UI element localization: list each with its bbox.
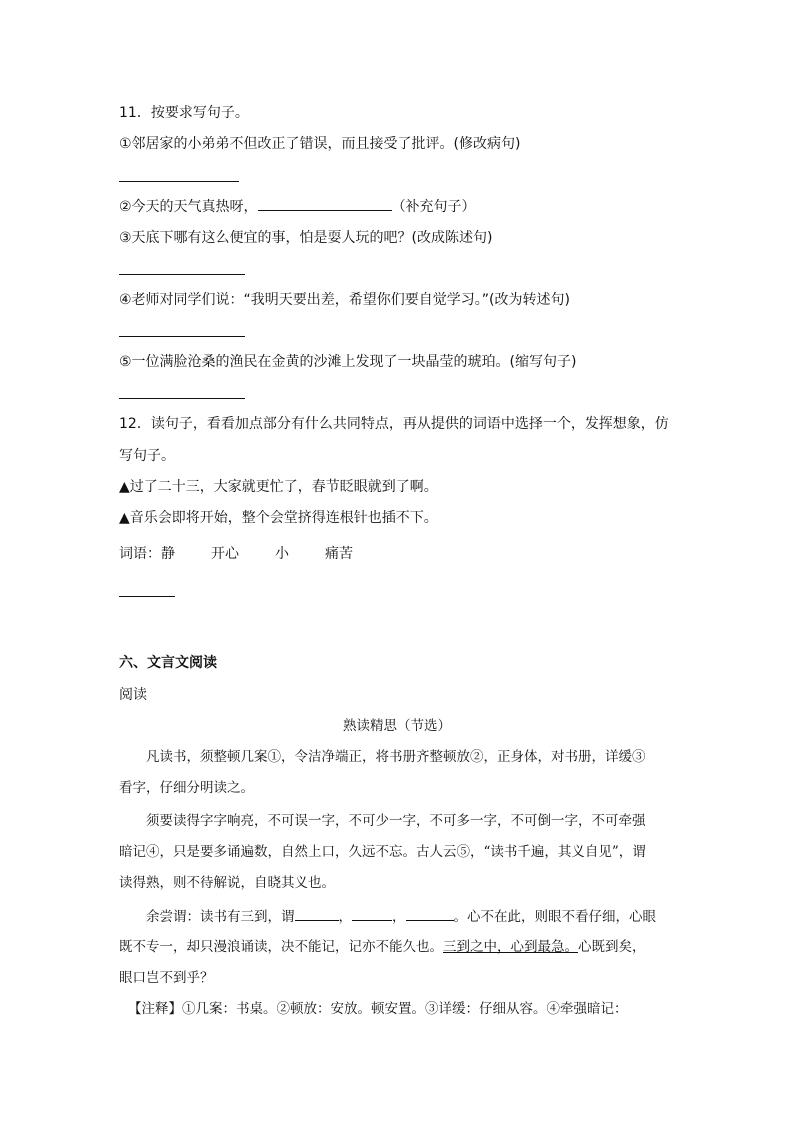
passage-p3-line-1 xyxy=(146,906,656,927)
passage-p1-line-2: 看字，仔细分明读之。 xyxy=(119,780,254,796)
word-option: 痛苦 xyxy=(325,546,353,562)
p3-text-c: 既不专一，却只漫浪诵读，决不能记，记亦不能久也。 xyxy=(119,939,443,955)
annotation-note: 【注释】①几案：书桌。②顿放：安放。顿安置。③详缓：仔细从容。④牵强暗记： xyxy=(128,1001,628,1017)
p3-text-b: 。心不在此，则眼不看仔细，心眼 xyxy=(453,909,656,925)
q12-words xyxy=(119,544,353,564)
passage-p3-line-2 xyxy=(119,937,646,957)
q11-item-1: ①邻居家的小弟弟不但改正了错误，而且接受了批评。(修改病句) xyxy=(119,136,521,152)
underlined-sentence: 三到之中，心到最急。 xyxy=(443,939,578,955)
answer-line-5[interactable] xyxy=(119,398,245,399)
p3-text-a: 余尝谓：读书有三到，谓 xyxy=(146,909,295,925)
section-subheading: 阅读 xyxy=(119,687,147,703)
q12-line-2: 写句子。 xyxy=(119,448,175,464)
answer-blank-2[interactable] xyxy=(352,906,392,921)
answer-line-3[interactable] xyxy=(119,274,245,275)
q12-sentence-2: ▲音乐会即将开始，整个会堂挤得连根针也插不下。 xyxy=(119,510,438,526)
passage-p3-line-3: 眼口岂不到乎？ xyxy=(119,970,214,986)
word-option: 小 xyxy=(275,546,289,562)
q11-item-4: ④老师对同学们说：“我明天要出差，希望你们要自觉学习。”(改为转述句) xyxy=(119,292,570,308)
answer-blank-3[interactable] xyxy=(406,906,454,921)
q11-title: 11．按要求写句子。 xyxy=(119,105,249,121)
p3-sep-1: ， xyxy=(338,909,352,925)
q12-words-label: 词语： xyxy=(119,546,161,562)
answer-line-1[interactable] xyxy=(119,181,239,182)
answer-blank-1[interactable] xyxy=(295,906,339,921)
word-option: 开心 xyxy=(211,546,239,562)
q12-line-1: 12．读句子，看看加点部分有什么共同特点，再从提供的词语中选择一个，发挥想象，仿 xyxy=(119,416,669,432)
passage-p1-line-1: 凡读书，须整顿几案①，令洁净端正，将书册齐整顿放②，正身体，对书册，详缓③ xyxy=(146,749,646,765)
q11-item-5: ⑤一位满脸沧桑的渔民在金黄的沙滩上发现了一块晶莹的琥珀。(缩写句子) xyxy=(119,354,577,370)
q12-sentence-1: ▲过了二十三，大家就更忙了，春节眨眼就到了啊。 xyxy=(119,479,438,495)
section-heading: 六、文言文阅读 xyxy=(119,655,217,671)
p3-text-d: 心既到矣， xyxy=(578,939,646,955)
passage-title: 熟读精思（节选） xyxy=(343,718,451,734)
q11-item-3: ③天底下哪有这么便宜的事，怕是耍人玩的吧？(改成陈述句) xyxy=(119,230,493,246)
q11-item-2-prefix: ②今天的天气真热呀， xyxy=(119,199,258,215)
q11-item-2-suffix: （补充句子） xyxy=(391,199,476,215)
answer-blank-item-2[interactable] xyxy=(258,196,392,211)
answer-line-4[interactable] xyxy=(119,336,245,337)
q11-item-2 xyxy=(119,196,476,217)
passage-p2-line-2: 暗记④，只是要多诵遍数，自然上口，久远不忘。古人云⑤，“读书千遍，其义自见”，谓 xyxy=(119,844,646,860)
passage-p2-line-1: 须要读得字字响亮，不可误一字，不可少一字，不可多一字，不可倒一字，不可牵强 xyxy=(146,813,646,829)
p3-sep-2: ， xyxy=(392,909,406,925)
passage-p2-line-3: 读得熟，则不待解说，自晓其义也。 xyxy=(119,875,335,891)
word-option: 静 xyxy=(161,546,175,562)
answer-line-12[interactable] xyxy=(119,596,175,597)
